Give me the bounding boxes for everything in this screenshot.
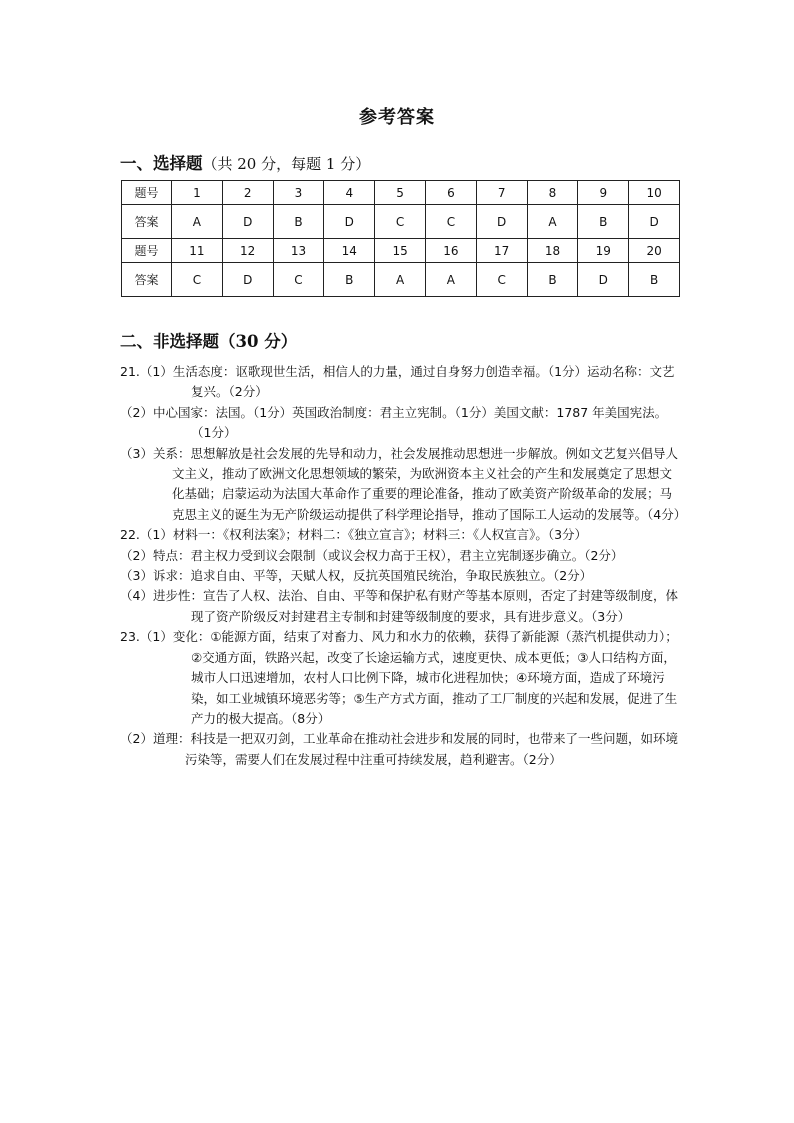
table-cell: C [375, 205, 426, 239]
answer-22-2: （2）特点：君主权力受到议会限制（或议会权力高于王权），君主立宪制逐步确立。（2分） [120, 547, 624, 563]
table-row-header: 答案 [122, 263, 172, 297]
table-cell: D [222, 263, 273, 297]
answer-22-4: （4）进步性：宣告了人权、法治、自由、平等和保护私有财产等基本原则，否定了封建等级制度，体现了资产阶级反对封建君主专制和封建等级制度的要求，具有进步意义。（3分） [120, 588, 678, 624]
table-cell: D [222, 205, 273, 239]
table-row [122, 205, 680, 239]
table-cell: 12 [222, 239, 273, 263]
section-heading-nonchoice: 二、非选择题（30 分） [120, 332, 298, 351]
table-row-header: 题号 [122, 239, 172, 263]
table-cell: B [578, 205, 629, 239]
table-cell: 16 [425, 239, 476, 263]
table-cell: C [476, 263, 527, 297]
table-row [122, 263, 680, 297]
table-cell: A [172, 205, 223, 239]
table-cell: B [324, 263, 375, 297]
section-heading-text: 一、选择题 [120, 154, 203, 173]
page-title: 参考答案 [359, 107, 435, 128]
table-cell: 8 [527, 181, 578, 205]
answer-table [121, 180, 680, 297]
table-cell: 6 [425, 181, 476, 205]
table-row-header: 题号 [122, 181, 172, 205]
table-cell: 7 [476, 181, 527, 205]
answer-22-3: （3）诉求：追求自由、平等，天赋人权，反抗英国殖民统治，争取民族独立。（2分） [120, 568, 593, 584]
table-cell: D [629, 205, 680, 239]
answers-body [120, 362, 687, 770]
answer-23-2: （2）道理：科技是一把双刃剑，工业革命在推动社会进步和发展的同时，也带来了一些问题，如环境污染等，需要人们在发展过程中注重可持续发展，趋利避害。（2分） [120, 731, 678, 767]
table-cell: A [527, 205, 578, 239]
table-cell: D [324, 205, 375, 239]
section-heading-note: （共 20 分，每题 1 分） [202, 155, 371, 173]
table-cell: D [578, 263, 629, 297]
table-cell: 5 [375, 181, 426, 205]
section-heading-choice [120, 150, 370, 174]
answer-21-3: （3）关系：思想解放是社会发展的先导和动力，社会发展推动思想进一步解放。例如文艺复兴倡导人文主义，推动了欧洲文化思想领域的繁荣，为欧洲资本主义社会的产生和发展奠定了思想文化基础；启蒙运动为法国大革命作了重要的理论准备，推动了欧美资产阶级革命的发展；马克思主义的诞生为无产阶级运动提供了科学理论指导，推动了国际工人运动的发展等。（4分） [120, 445, 687, 522]
table-cell: 19 [578, 239, 629, 263]
table-cell: A [375, 263, 426, 297]
table-row [122, 239, 680, 263]
table-cell: C [425, 205, 476, 239]
table-cell: 10 [629, 181, 680, 205]
table-row-header: 答案 [122, 205, 172, 239]
table-cell: C [273, 263, 324, 297]
table-cell: 9 [578, 181, 629, 205]
table-cell: A [425, 263, 476, 297]
table-cell: C [172, 263, 223, 297]
answer-21-1: 21.（1）生活态度：讴歌现世生活，相信人的力量，通过自身努力创造幸福。（1分）运动名称：文艺复兴。（2分） [120, 364, 675, 400]
table-row [122, 181, 680, 205]
answer-22-1: 22.（1）材料一：《权利法案》；材料二：《独立宣言》；材料三：《人权宣言》。（3分） [120, 527, 588, 543]
table-cell: 15 [375, 239, 426, 263]
table-cell: 1 [172, 181, 223, 205]
table-cell: 13 [273, 239, 324, 263]
answer-23-1: 23.（1）变化：①能源方面，结束了对畜力、风力和水力的依赖，获得了新能源（蒸汽机提供动力）；②交通方面，铁路兴起，改变了长途运输方式，速度更快、成本更低；③人口结构方面，城市人口迅速增加，农村人口比例下降，城市化进程加快；④环境方面，造成了环境污染，如工业城镇环境恶劣等；⑤生产方式方面，推动了工厂制度的兴起和发展，促进了生产力的极大提高。（8分） [120, 629, 678, 726]
answer-21-2: （2）中心国家：法国。（1分）英国政治制度：君主立宪制。（1分）美国文献：1787 年美国宪法。（1分） [120, 404, 668, 441]
table-cell: 14 [324, 239, 375, 263]
table-cell: 11 [172, 239, 223, 263]
table-cell: B [273, 205, 324, 239]
table-cell: D [476, 205, 527, 239]
table-cell: 2 [222, 181, 273, 205]
table-cell: 18 [527, 239, 578, 263]
table-cell: 17 [476, 239, 527, 263]
table-cell: 4 [324, 181, 375, 205]
table-cell: B [629, 263, 680, 297]
table-cell: B [527, 263, 578, 297]
table-cell: 20 [629, 239, 680, 263]
table-cell: 3 [273, 181, 324, 205]
